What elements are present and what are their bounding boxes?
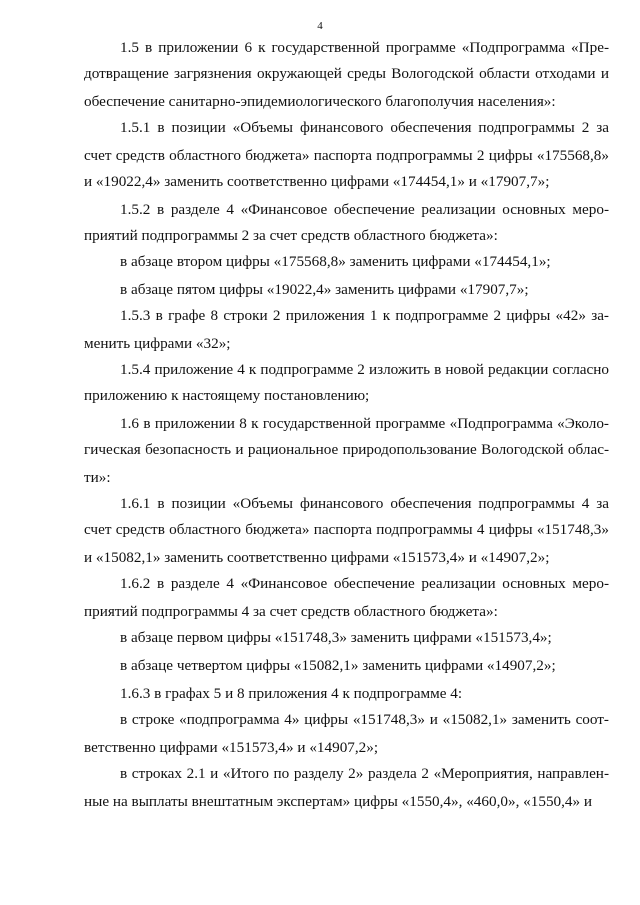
text-line: счет средств областного бюджета» паспорта подпрограммы 4 цифры «151748,3»: [84, 521, 609, 538]
text-line: 1.5 в приложении 6 к государственной программе «Подпрограмма «Пре-: [120, 39, 609, 56]
text-line: 1.6.2 в разделе 4 «Финансовое обеспечение реализации основных меро-: [120, 575, 609, 592]
text-line: ти»:: [84, 469, 111, 486]
text-line: в строках 2.1 и «Итого по разделу 2» раздела 2 «Мероприятия, направлен-: [120, 765, 609, 782]
text-line: ветственно цифрами «151573,4» и «14907,2»;: [84, 739, 379, 756]
text-line: 1.6 в приложении 8 к государственной программе «Подпрограмма «Эколо-: [120, 415, 609, 432]
text-line: 1.6.1 в позиции «Объемы финансового обеспечения подпрограммы 4 за: [120, 495, 609, 512]
text-line: в абзаце четвертом цифры «15082,1» заменить цифрами «14907,2»;: [120, 657, 556, 674]
text-line: в абзаце пятом цифры «19022,4» заменить цифрами «17907,7»;: [120, 281, 529, 298]
text-line: 1.5.4 приложение 4 к подпрограмме 2 изложить в новой редакции согласно: [120, 361, 609, 378]
text-line: в строке «подпрограмма 4» цифры «151748,3» и «15082,1» заменить соот-: [120, 711, 609, 728]
text-line: дотвращение загрязнения окружающей среды Вологодской области отходами и: [84, 65, 609, 82]
text-line: и «15082,1» заменить соответственно цифрами «151573,4» и «14907,2»;: [84, 549, 550, 566]
text-line: счет средств областного бюджета» паспорта подпрограммы 2 цифры «175568,8»: [84, 147, 609, 164]
page-number: 4: [317, 20, 323, 32]
text-line: ные на выплаты внештатным экспертам» цифры «1550,4», «460,0», «1550,4» и: [84, 793, 593, 810]
text-line: и «19022,4» заменить соответственно цифрами «174454,1» и «17907,7»;: [84, 173, 550, 190]
text-line: приложению к настоящему постановлению;: [84, 387, 370, 404]
text-line: приятий подпрограммы 2 за счет средств областного бюджета»:: [84, 227, 498, 244]
text-line: в абзаце втором цифры «175568,8» заменить цифрами «174454,1»;: [120, 253, 551, 270]
text-line: менить цифрами «32»;: [84, 335, 231, 352]
text-line: 1.5.1 в позиции «Объемы финансового обеспечения подпрограммы 2 за: [120, 119, 609, 136]
text-line: гическая безопасность и рациональное природопользование Вологодской облас-: [84, 441, 609, 458]
text-line: 1.5.3 в графе 8 строки 2 приложения 1 к подпрограмме 2 цифры «42» за-: [120, 307, 609, 324]
text-line: в абзаце первом цифры «151748,3» заменить цифрами «151573,4»;: [120, 629, 552, 646]
text-line: приятий подпрограммы 4 за счет средств областного бюджета»:: [84, 603, 498, 620]
text-line: 1.5.2 в разделе 4 «Финансовое обеспечение реализации основных меро-: [120, 201, 609, 218]
text-line: 1.6.3 в графах 5 и 8 приложения 4 к подпрограмме 4:: [120, 685, 463, 702]
text-line: обеспечение санитарно-эпидемиологического благополучия населения»:: [84, 93, 556, 110]
